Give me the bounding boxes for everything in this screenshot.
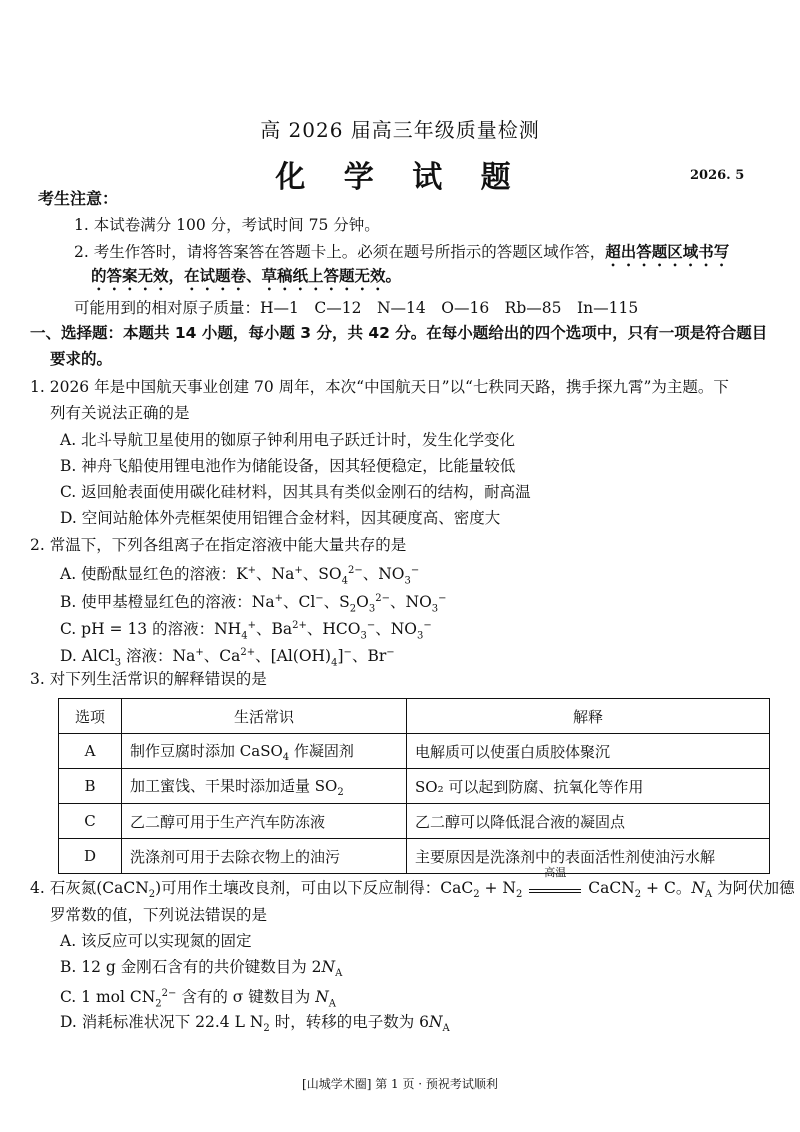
table-cell-option: A: [59, 734, 122, 769]
atomic-masses: 可能用到的相对原子质量：H—1 C—12 N—14 O—16 Rb—85 In—115: [74, 299, 639, 317]
fact-text: 加工蜜饯、干果时添加适量 SO: [130, 776, 338, 795]
table-header-row: [59, 699, 770, 734]
table-cell-option: B: [59, 769, 122, 804]
section-heading-line1: 一、选择题：本题共 14 小题，每小题 3 分，共 42 分。在每小题给出的四个选项中，只有一项是符合题目: [30, 324, 768, 342]
q2-option-b: B. 使甲基橙显红色的溶液：Na+、Cl−、$S_2O_3^{2-}$、$NO_3^-$: [60, 593, 447, 615]
page-footer: [山城学术圈] 第 1 页 · 预祝考试顺利: [302, 1077, 498, 1091]
table-cell-explanation: 主要原因是洗涤剂中的表面活性剂使油污水解: [407, 839, 770, 874]
q4-option-c-text: C. 1 mol CN: [60, 988, 156, 1007]
q4-option-d-text: D. 消耗标准状况下 22.4 L N: [60, 1013, 264, 1031]
q4-stem-line1: 4. 石灰氮(CaCN$_2$)可用作土壤改良剂，可由以下反应制得：$CaC_2 + N_2$ 高温 CaCN$_2$ + C。$N_A$ 为阿伏加德: [30, 866, 795, 901]
q4-option-a: A. 该反应可以实现氮的固定: [60, 932, 252, 950]
exam-date: 2026. 5: [690, 168, 745, 183]
na-symbol: N: [691, 879, 705, 897]
q4-option-b-text: B. 12 g 金刚石含有的共价键数目为 2: [60, 958, 322, 976]
table-cell-explanation: 电解质可以使蛋白质胶体聚沉: [407, 734, 770, 769]
table-cell-fact: 乙二醇可用于生产汽车防冻液: [122, 804, 407, 839]
notice-item-2-emphasis: 超出答题区域书写: [605, 243, 730, 261]
q3-table: [58, 698, 770, 874]
exam-title: 化 学 试 题: [275, 160, 525, 195]
notice-item-2-cont: [91, 265, 401, 294]
notice-item-2-emphasis-cont: 的答案无效，在试题卷、草稿纸上答题无效。: [91, 267, 402, 285]
notice-item-2-text: 2. 考生作答时，请将答案答在答题卡上。必须在题号所指示的答题区域作答，: [74, 243, 606, 261]
q4-stem-text: 4. 石灰氮(CaCN: [30, 879, 149, 897]
table-header-explanation: 解释: [407, 699, 770, 734]
q4-stem-line2: 罗常数的值，下列说法错误的是: [50, 906, 268, 924]
q4-option-d: D. 消耗标准状况下 22.4 L $N_2$ 时，转移的电子数为 $6N_A$: [60, 1013, 450, 1035]
q1-option-a: A. 北斗导航卫星使用的铷原子钟利用电子跃迁计时，发生化学变化: [60, 431, 516, 449]
table-cell-explanation: 乙二醇可以降低混合液的凝固点: [407, 804, 770, 839]
q1-stem-line1: 1. 2026 年是中国航天事业创建 70 周年，本次“中国航天日”以“七秩同天路，携手探九霄”为主题。下: [30, 378, 729, 396]
q4-option-b: B. 12 g 金刚石含有的共价键数目为 $2N_A$: [60, 958, 343, 980]
fact-text-cont: 作凝固剂: [289, 741, 354, 760]
q3-stem: 3. 对下列生活常识的解释错误的是: [30, 670, 267, 688]
q2-option-a: A. 使酚酞显红色的溶液：K+、Na+、$SO_4^{2-}$、$NO_3^-$: [60, 565, 420, 587]
table-cell-fact: 加工蜜饯、干果时添加适量 $SO_2$: [122, 769, 407, 804]
reaction-condition: 高温: [544, 866, 567, 879]
table-header-option: 选项: [59, 699, 122, 734]
q2-option-b-label: B. 使甲基橙显红色的溶液：: [60, 593, 252, 612]
q4-option-c-text-cont: 含有的 σ 键数目为: [176, 988, 316, 1007]
section-heading-line2: 要求的。: [50, 350, 113, 368]
q2-option-c: C. pH = 13 的溶液：$NH_4^+$、$Ba^{2+}$、$HCO_3^-$、$NO_3^-$: [60, 620, 432, 642]
q4-option-c: C. 1 mol $CN_2^{2-}$ 含有的 σ 键数目为 $N_A$: [60, 988, 337, 1010]
q4-option-d-text-cont: 时，转移的电子数为 6: [269, 1013, 429, 1031]
table-header-fact: 生活常识: [122, 699, 407, 734]
table-row: [59, 804, 770, 839]
q2-stem: 2. 常温下，下列各组离子在指定溶液中能大量共存的是: [30, 536, 407, 554]
table-row: [59, 839, 770, 874]
q2-option-d-label-cont: 溶液：: [121, 647, 173, 666]
exam-subtitle: 高 2026 届高三年级质量检测: [260, 118, 540, 142]
q2-option-c-label: C. pH = 13 的溶液：: [60, 620, 215, 639]
table-cell-explanation: SO₂ 可以起到防腐、抗氧化等作用: [407, 769, 770, 804]
q1-stem-line2: 列有关说法正确的是: [50, 404, 190, 422]
q1-option-c: C. 返回舱表面使用碳化硅材料，因其具有类似金刚石的结构，耐高温: [60, 483, 531, 501]
q2-option-a-label: A. 使酚酞显红色的溶液：: [60, 565, 237, 584]
fact-text: 制作豆腐时添加 CaSO: [130, 741, 283, 760]
table-cell-fact: 制作豆腐时添加 CaSO$_4$ 作凝固剂: [122, 734, 407, 769]
q1-option-b: B. 神舟飞船使用锂电池作为储能设备，因其轻便稳定，比能量较低: [60, 457, 516, 475]
table-cell-fact: 洗涤剂可用于去除衣物上的油污: [122, 839, 407, 874]
table-cell-option: C: [59, 804, 122, 839]
table-cell-option: D: [59, 839, 122, 874]
notice-item-1: 1. 本试卷满分 100 分，考试时间 75 分钟。: [74, 216, 380, 234]
q4-stem-text-cont: )可用作土壤改良剂，可由以下反应制得：: [155, 879, 441, 897]
q2-option-d-label: D. AlCl: [60, 647, 115, 666]
q2-option-d: D. AlCl$_3$ 溶液：Na+、$Ca^{2+}$、$[Al(OH)_4]^-$、Br−: [60, 647, 395, 669]
q1-option-d: D. 空间站舱体外壳框架使用铝锂合金材料，因其硬度高、密度大: [60, 509, 501, 527]
table-row: [59, 734, 770, 769]
table-row: [59, 769, 770, 804]
q4-stem-text-tail: 为阿伏加德: [717, 879, 795, 897]
notice-heading: 考生注意：: [38, 189, 119, 208]
